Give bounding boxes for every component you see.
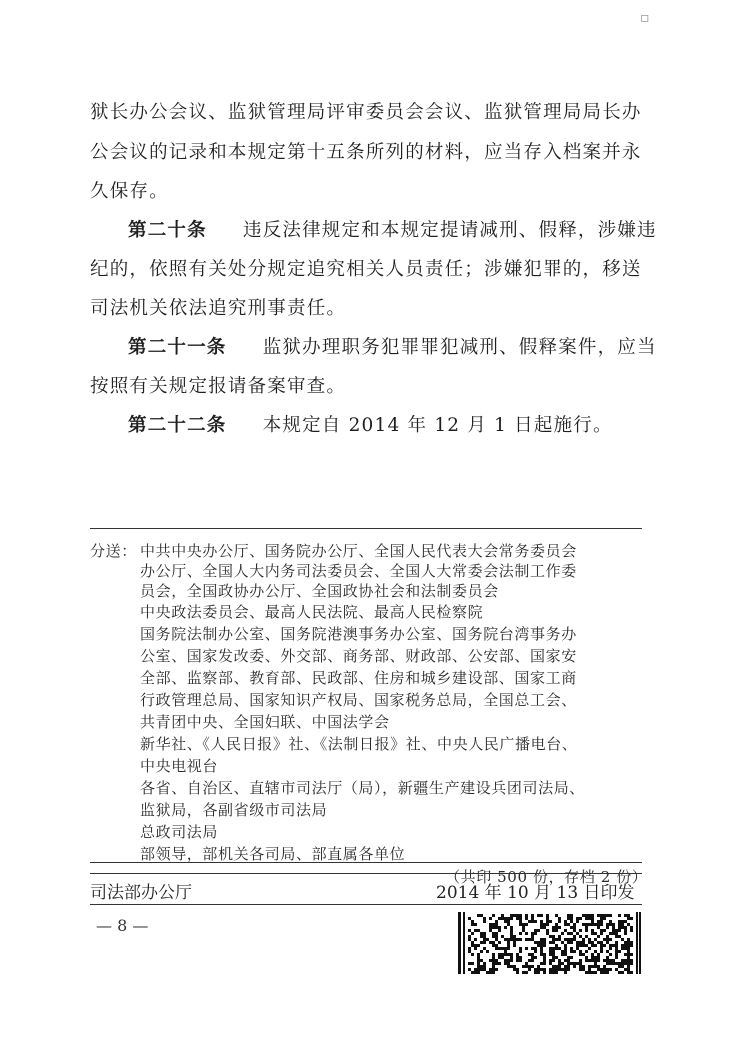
distribution-line: 监狱局，各副省级市司法局 — [140, 801, 328, 819]
footer-bottom-rule — [90, 904, 642, 905]
article-21-heading: 第二十一条 — [128, 337, 227, 358]
article-20-text: 违反法律规定和本规定提请减刑、假释，涉嫌违 — [243, 220, 657, 241]
body-line: 久保存。 — [90, 181, 169, 202]
barcode-image — [458, 912, 641, 974]
distribution-line: 办公厅、全国人大内务司法委员会、全国人大常委会法制工作委 — [140, 562, 577, 580]
distribution-line: 员会，全国政协办公厅、全国政协社会和法制委员会 — [140, 582, 499, 600]
body-line: 公会议的记录和本规定第十五条所列的材料，应当存入档案并永 — [90, 142, 642, 163]
distribution-line: 新华社、《人民日报》社、《法制日报》社、中央人民广播电台、 — [140, 735, 578, 753]
article-20-heading: 第二十条 — [128, 220, 207, 241]
footer-top-rule — [90, 862, 642, 863]
page-number: — 8 — — [96, 916, 149, 935]
article-20 — [128, 216, 657, 242]
body-line: 司法机关依法追究刑事责任。 — [90, 298, 347, 319]
distribution-line: 公室、国家发改委、外交部、商务部、财政部、公安部、国家安 — [140, 647, 577, 665]
footer-mid-rule — [90, 873, 642, 874]
body-line: 按照有关规定报请备案审查。 — [90, 376, 347, 397]
distribution-line: 中央政法委员会、最高人民法院、最高人民检察院 — [140, 603, 484, 621]
distribution-line: 共青团中央、全国妇联、中国法学会 — [140, 713, 390, 731]
distribution-top-rule — [90, 528, 642, 529]
distribution-line: 总政司法局 — [140, 823, 219, 841]
body-line: 狱长办公会议、监狱管理局评审委员会会议、监狱管理局局长办 — [90, 102, 642, 123]
distribution-line: 部领导，部机关各司局、部直属各单位 — [140, 845, 406, 863]
article-21 — [128, 333, 657, 359]
distribution-line: 各省、自治区、直辖市司法厅（局），新疆生产建设兵团司法局、 — [140, 779, 585, 797]
distribution-line: 行政管理总局、国家知识产权局、国家税务总局，全国总工会、 — [140, 691, 577, 709]
distribution-line: 国务院法制办公室、国务院港澳事务办公室、国务院台湾事务办 — [140, 625, 577, 643]
distribution-line: 全部、监察部、教育部、民政部、住房和城乡建设部、国家工商 — [140, 669, 577, 687]
article-22-text: 本规定自 2014 年 12 月 1 日起施行。 — [262, 415, 613, 436]
issuer: 司法部办公厅 — [90, 883, 192, 903]
distribution-label: 分送： — [90, 542, 137, 560]
distribution-line: 中共中央办公厅、国务院办公厅、全国人民代表大会常务委员会 — [140, 542, 577, 560]
issue-date: 2014 年 10 月 13 日印发 — [436, 883, 635, 903]
corner-mark: ▫ — [640, 10, 650, 26]
body-line: 纪的，依照有关处分规定追究相关人员责任；涉嫌犯罪的，移送 — [90, 259, 642, 280]
article-22 — [128, 411, 613, 437]
distribution-line: 中央电视台 — [140, 757, 219, 775]
article-22-heading: 第二十二条 — [128, 415, 227, 436]
print-count-note: （共印 500 份，存档 2 份） — [445, 868, 648, 886]
article-21-text: 监狱办理职务犯罪罪犯减刑、假释案件，应当 — [262, 337, 657, 358]
